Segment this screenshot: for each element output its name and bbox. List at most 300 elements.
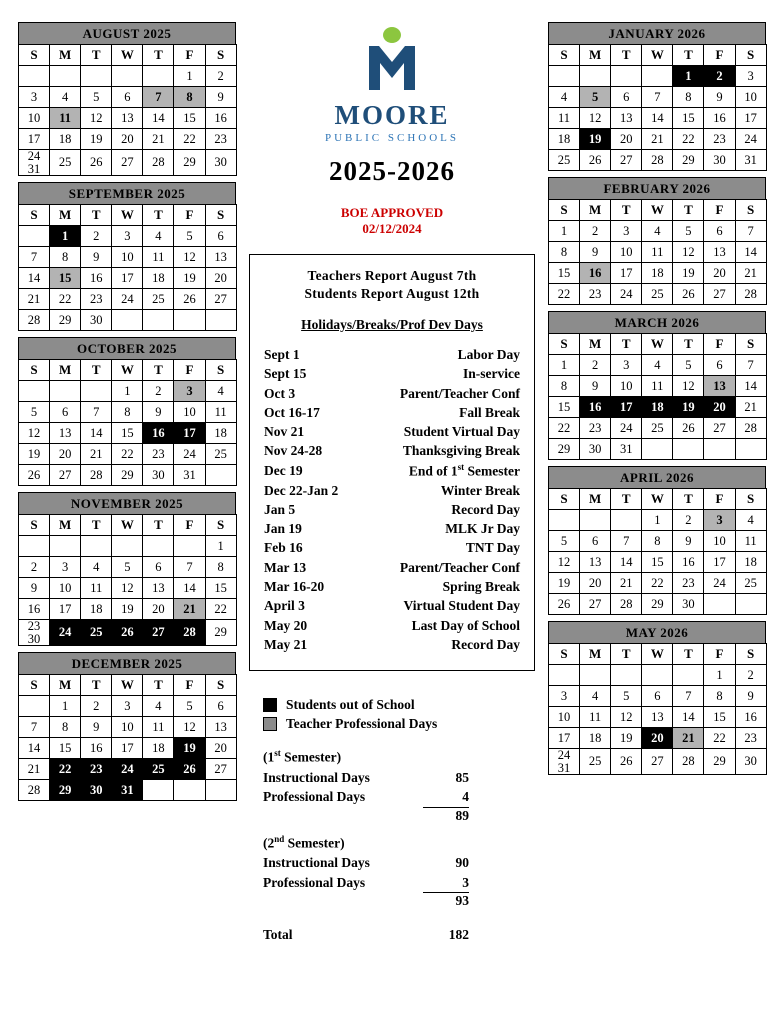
day-cell: 13 xyxy=(50,423,81,444)
empty-day-cell xyxy=(549,510,580,531)
day-cell: 22 xyxy=(174,129,205,150)
day-cell: 16 xyxy=(81,738,112,759)
day-cell: 1 xyxy=(549,355,580,376)
week-row xyxy=(19,310,237,331)
day-cell: 22 xyxy=(50,759,81,780)
empty-day-cell xyxy=(611,510,642,531)
empty-day-cell xyxy=(205,465,236,486)
holidays-heading: Holidays/Breaks/Prof Dev Days xyxy=(301,316,483,332)
empty-day-cell xyxy=(549,665,580,686)
weekday-header: S xyxy=(549,200,580,221)
day-cell: 23 xyxy=(580,418,611,439)
day-cell: 3 xyxy=(611,355,642,376)
day-cell: 27 xyxy=(704,418,735,439)
day-cell: 28 xyxy=(642,150,673,171)
month-title: APRIL 2026 xyxy=(548,466,766,488)
week-row xyxy=(19,557,237,578)
day-cell: 24 xyxy=(50,620,81,646)
day-cell: 10 xyxy=(704,531,735,552)
weekday-header: W xyxy=(112,675,143,696)
weekday-header: F xyxy=(704,644,735,665)
day-cell: 10 xyxy=(19,108,50,129)
day-cell: 14 xyxy=(19,738,50,759)
day-cell: 6 xyxy=(205,696,236,717)
day-cell: 13 xyxy=(580,552,611,573)
day-cell: 2 xyxy=(19,557,50,578)
day-cell: 8 xyxy=(704,686,735,707)
day-cell: 26 xyxy=(174,759,205,780)
students-report-line: Students Report August 12th xyxy=(304,285,480,301)
legend-label: Teacher Professional Days xyxy=(286,716,438,732)
day-cell: 5 xyxy=(673,355,704,376)
day-cell: 1 xyxy=(50,696,81,717)
weekday-header: M xyxy=(50,515,81,536)
month-title: AUGUST 2025 xyxy=(18,22,236,44)
day-cell: 1 xyxy=(704,665,735,686)
brand-name: MOORE xyxy=(334,100,450,130)
weekday-header: T xyxy=(673,45,704,66)
day-cell: 12 xyxy=(673,376,704,397)
day-cell: 21 xyxy=(174,599,205,620)
holiday-name: In-service xyxy=(463,366,520,382)
empty-day-cell xyxy=(580,66,611,87)
day-cell: 6 xyxy=(205,226,236,247)
empty-day-cell xyxy=(205,310,236,331)
month-block xyxy=(18,492,236,646)
day-cell: 24 31 xyxy=(549,749,580,775)
holiday-date: May 20 xyxy=(264,617,308,633)
month-block xyxy=(548,621,766,775)
semester2-professional-row xyxy=(263,873,535,894)
day-cell: 9 xyxy=(205,87,236,108)
week-row xyxy=(19,465,237,486)
day-cell: 25 xyxy=(642,284,673,305)
day-cell: 13 xyxy=(112,108,143,129)
day-cell: 22 xyxy=(549,418,580,439)
day-cell: 17 xyxy=(611,263,642,284)
day-cell: 27 xyxy=(112,150,143,176)
weekday-header: F xyxy=(704,200,735,221)
day-cell: 21 xyxy=(642,129,673,150)
legend-row xyxy=(263,697,535,713)
weekday-header: T xyxy=(673,489,704,510)
day-cell: 2 xyxy=(673,510,704,531)
empty-day-cell xyxy=(611,665,642,686)
grand-total-value: 182 xyxy=(448,927,469,943)
empty-day-cell xyxy=(112,310,143,331)
empty-day-cell xyxy=(611,66,642,87)
semester1-professional-row xyxy=(263,787,535,808)
day-cell: 20 xyxy=(642,728,673,749)
day-cell: 18 xyxy=(549,129,580,150)
holiday-name: Labor Day xyxy=(457,346,520,362)
day-cell: 1 xyxy=(112,381,143,402)
holiday-date: Nov 24-28 xyxy=(264,443,323,459)
weekday-header: F xyxy=(174,360,205,381)
day-cell: 15 xyxy=(112,423,143,444)
day-cell: 14 xyxy=(642,108,673,129)
day-cell: 21 xyxy=(19,759,50,780)
day-cell: 4 xyxy=(81,557,112,578)
day-cell: 12 xyxy=(673,242,704,263)
empty-day-cell xyxy=(642,66,673,87)
day-cell: 19 xyxy=(112,599,143,620)
day-cell: 24 xyxy=(611,284,642,305)
month-title: OCTOBER 2025 xyxy=(18,337,236,359)
weekday-header: S xyxy=(205,205,236,226)
empty-day-cell xyxy=(143,780,174,801)
day-cell: 8 xyxy=(549,242,580,263)
weekday-header: T xyxy=(673,334,704,355)
day-cell: 22 xyxy=(704,728,735,749)
day-cell: 15 xyxy=(50,738,81,759)
empty-day-cell xyxy=(19,696,50,717)
month-block xyxy=(548,22,766,171)
day-cell: 28 xyxy=(611,594,642,615)
day-cell: 12 xyxy=(580,108,611,129)
day-cell: 10 xyxy=(112,247,143,268)
week-row xyxy=(549,510,767,531)
day-cell: 16 xyxy=(704,108,735,129)
semester2-heading: (2nd Semester) xyxy=(263,833,345,851)
empty-day-cell xyxy=(19,226,50,247)
weekday-header: F xyxy=(704,45,735,66)
day-cell: 4 xyxy=(549,87,580,108)
day-cell: 17 xyxy=(19,129,50,150)
day-cell: 25 xyxy=(143,759,174,780)
boe-approved-date: 02/12/2024 xyxy=(362,221,422,237)
day-cell: 24 xyxy=(611,418,642,439)
week-row xyxy=(549,242,767,263)
day-cell: 28 xyxy=(19,310,50,331)
month-grid xyxy=(18,204,237,331)
day-cell: 22 xyxy=(642,573,673,594)
day-cell: 12 xyxy=(549,552,580,573)
teachers-report-line: Teachers Report August 7th xyxy=(307,267,477,283)
weekday-header: M xyxy=(580,200,611,221)
legend-swatch-icon xyxy=(263,698,277,712)
day-cell: 16 xyxy=(143,423,174,444)
day-cell: 10 xyxy=(611,242,642,263)
day-cell: 5 xyxy=(580,87,611,108)
totals-spacer xyxy=(263,824,535,834)
day-cell: 24 31 xyxy=(19,150,50,176)
weekday-header: T xyxy=(611,45,642,66)
day-cell: 19 xyxy=(81,129,112,150)
day-cell: 22 xyxy=(549,284,580,305)
day-cell: 18 xyxy=(642,397,673,418)
semester2-instructional-value: 90 xyxy=(455,855,469,871)
holiday-name: Fall Break xyxy=(459,404,520,420)
semester2-total-label xyxy=(263,893,423,909)
week-row xyxy=(19,247,237,268)
month-title: NOVEMBER 2025 xyxy=(18,492,236,514)
day-cell: 28 xyxy=(19,780,50,801)
weekday-header: S xyxy=(735,489,766,510)
day-cell: 3 xyxy=(704,510,735,531)
day-cell: 17 xyxy=(611,397,642,418)
day-cell: 14 xyxy=(143,108,174,129)
week-row xyxy=(19,759,237,780)
weekday-header: M xyxy=(580,489,611,510)
day-cell: 16 xyxy=(81,268,112,289)
week-row xyxy=(549,87,767,108)
day-cell: 30 xyxy=(580,439,611,460)
day-cell: 11 xyxy=(642,242,673,263)
week-row xyxy=(19,226,237,247)
month-grid xyxy=(548,333,767,460)
semester1-heading: (1st Semester) xyxy=(263,748,342,765)
day-cell: 4 xyxy=(143,696,174,717)
day-cell: 23 xyxy=(704,129,735,150)
week-row xyxy=(19,87,237,108)
holiday-row xyxy=(264,519,520,538)
day-cell: 5 xyxy=(174,226,205,247)
holiday-row xyxy=(264,403,520,422)
day-cell: 19 xyxy=(673,397,704,418)
holiday-date: Oct 16-17 xyxy=(264,404,320,420)
semester2-professional-label: Professional Days xyxy=(263,874,366,890)
weekday-header: S xyxy=(205,45,236,66)
day-cell: 4 xyxy=(143,226,174,247)
day-cell: 6 xyxy=(143,557,174,578)
weekday-header: T xyxy=(143,360,174,381)
weekday-header: T xyxy=(611,489,642,510)
day-cell: 10 xyxy=(50,578,81,599)
empty-day-cell xyxy=(642,439,673,460)
weekday-header: W xyxy=(642,45,673,66)
empty-day-cell xyxy=(174,780,205,801)
empty-day-cell xyxy=(704,439,735,460)
empty-day-cell xyxy=(143,66,174,87)
holiday-row xyxy=(264,596,520,615)
day-cell: 4 xyxy=(642,221,673,242)
week-row xyxy=(19,381,237,402)
day-cell: 8 xyxy=(642,531,673,552)
day-cell: 28 xyxy=(174,620,205,646)
weekday-header: S xyxy=(19,675,50,696)
week-row xyxy=(549,108,767,129)
day-cell: 19 xyxy=(580,129,611,150)
month-title: SEPTEMBER 2025 xyxy=(18,182,236,204)
weekday-header: T xyxy=(143,675,174,696)
semester2-instructional-row xyxy=(263,853,535,873)
holiday-row xyxy=(264,577,520,596)
weekday-header: T xyxy=(143,515,174,536)
empty-day-cell xyxy=(50,536,81,557)
day-cell: 6 xyxy=(704,221,735,242)
weekday-header: S xyxy=(735,334,766,355)
day-cell: 23 xyxy=(580,284,611,305)
day-cell: 30 xyxy=(205,150,236,176)
boe-approval xyxy=(249,205,535,238)
day-cell: 13 xyxy=(704,376,735,397)
weekday-header: T xyxy=(81,360,112,381)
weekday-header: T xyxy=(143,205,174,226)
week-row xyxy=(549,594,767,615)
day-cell: 6 xyxy=(580,531,611,552)
day-cell: 11 xyxy=(735,531,766,552)
week-row xyxy=(19,738,237,759)
weekday-header: M xyxy=(580,644,611,665)
day-cell: 16 xyxy=(205,108,236,129)
month-title: JANUARY 2026 xyxy=(548,22,766,44)
weekday-header: S xyxy=(735,200,766,221)
day-cell: 21 xyxy=(735,397,766,418)
day-cell: 16 xyxy=(580,263,611,284)
empty-day-cell xyxy=(143,536,174,557)
day-cell: 25 xyxy=(580,749,611,775)
month-block xyxy=(548,311,766,460)
day-cell: 7 xyxy=(642,87,673,108)
day-cell: 5 xyxy=(19,402,50,423)
month-title: MARCH 2026 xyxy=(548,311,766,333)
holiday-date: Mar 16-20 xyxy=(264,579,325,594)
day-cell: 10 xyxy=(735,87,766,108)
day-cell: 28 xyxy=(143,150,174,176)
day-cell: 22 xyxy=(50,289,81,310)
day-cell: 7 xyxy=(19,247,50,268)
holiday-name: Virtual Student Day xyxy=(403,598,520,614)
day-cell: 24 xyxy=(735,129,766,150)
holiday-name: Parent/Teacher Conf xyxy=(399,385,520,401)
holiday-row xyxy=(264,481,520,500)
day-cell: 10 xyxy=(174,402,205,423)
holiday-date: Feb 16 xyxy=(264,540,303,556)
day-cell: 23 xyxy=(143,444,174,465)
day-cell: 7 xyxy=(19,717,50,738)
semester2-total-value: 93 xyxy=(455,893,469,909)
week-row xyxy=(549,355,767,376)
weekday-header: S xyxy=(19,360,50,381)
day-cell: 29 xyxy=(50,310,81,331)
day-cell: 6 xyxy=(50,402,81,423)
day-cell: 21 xyxy=(673,728,704,749)
holiday-row xyxy=(264,538,520,557)
day-cell: 30 xyxy=(704,150,735,171)
month-title: DECEMBER 2025 xyxy=(18,652,236,674)
day-cell: 17 xyxy=(704,552,735,573)
weekday-header: T xyxy=(143,45,174,66)
day-cell: 23 30 xyxy=(19,620,50,646)
week-row xyxy=(19,402,237,423)
empty-day-cell xyxy=(19,536,50,557)
weekday-header: S xyxy=(19,205,50,226)
weekday-header: F xyxy=(174,45,205,66)
day-cell: 11 xyxy=(50,108,81,129)
day-cell: 13 xyxy=(143,578,174,599)
week-row xyxy=(549,129,767,150)
day-cell: 28 xyxy=(735,418,766,439)
semester1-professional-label: Professional Days xyxy=(263,789,366,805)
holiday-list xyxy=(264,345,520,654)
holiday-name: Winter Break xyxy=(440,482,520,498)
day-cell: 2 xyxy=(580,355,611,376)
holiday-date: Mar 13 xyxy=(264,559,307,575)
month-title: MAY 2026 xyxy=(548,621,766,643)
day-totals xyxy=(249,748,535,943)
day-cell: 14 xyxy=(735,376,766,397)
empty-day-cell xyxy=(642,665,673,686)
day-cell: 13 xyxy=(205,717,236,738)
day-cell: 8 xyxy=(673,87,704,108)
day-cell: 4 xyxy=(735,510,766,531)
month-grid xyxy=(548,44,767,171)
weekday-header: T xyxy=(81,205,112,226)
week-row xyxy=(549,749,767,775)
day-cell: 9 xyxy=(81,717,112,738)
weekday-header: M xyxy=(50,205,81,226)
day-cell: 15 xyxy=(642,552,673,573)
week-row xyxy=(549,418,767,439)
day-cell: 14 xyxy=(81,423,112,444)
day-cell: 21 xyxy=(81,444,112,465)
moore-logo-icon xyxy=(349,26,435,98)
day-cell: 3 xyxy=(549,686,580,707)
legend xyxy=(249,697,535,732)
month-title: FEBRUARY 2026 xyxy=(548,177,766,199)
weekday-header: S xyxy=(735,45,766,66)
day-cell: 7 xyxy=(673,686,704,707)
day-cell: 8 xyxy=(50,717,81,738)
holiday-name: End of 1st Semester xyxy=(408,461,520,479)
day-cell: 29 xyxy=(205,620,236,646)
day-cell: 16 xyxy=(673,552,704,573)
week-row xyxy=(19,696,237,717)
semester1-instructional-value: 85 xyxy=(455,769,469,785)
holiday-name: Last Day of School xyxy=(411,617,520,633)
day-cell: 19 xyxy=(174,268,205,289)
weekday-header: W xyxy=(642,644,673,665)
holiday-name: TNT Day xyxy=(465,540,520,556)
day-cell: 26 xyxy=(19,465,50,486)
weekday-header: S xyxy=(205,515,236,536)
week-row xyxy=(19,599,237,620)
empty-day-cell xyxy=(143,310,174,331)
day-cell: 29 xyxy=(174,150,205,176)
day-cell: 23 xyxy=(673,573,704,594)
day-cell: 31 xyxy=(735,150,766,171)
day-cell: 2 xyxy=(205,66,236,87)
day-cell: 9 xyxy=(673,531,704,552)
key-dates-box xyxy=(249,254,535,672)
holiday-row xyxy=(264,441,520,460)
day-cell: 13 xyxy=(611,108,642,129)
empty-day-cell xyxy=(174,536,205,557)
semester1-total-label xyxy=(263,808,423,824)
day-cell: 2 xyxy=(580,221,611,242)
month-grid xyxy=(18,44,237,176)
day-cell: 1 xyxy=(642,510,673,531)
weekday-header: W xyxy=(642,489,673,510)
day-cell: 3 xyxy=(611,221,642,242)
holiday-row xyxy=(264,422,520,441)
semester1-total-row xyxy=(263,808,535,824)
day-cell: 26 xyxy=(81,150,112,176)
day-cell: 3 xyxy=(112,696,143,717)
day-cell: 27 xyxy=(642,749,673,775)
legend-label: Students out of School xyxy=(286,697,415,713)
day-cell: 1 xyxy=(174,66,205,87)
grand-total-label: Total xyxy=(263,927,293,943)
holiday-name: Record Day xyxy=(451,501,520,517)
week-row xyxy=(19,717,237,738)
day-cell: 15 xyxy=(549,397,580,418)
day-cell: 5 xyxy=(81,87,112,108)
week-row xyxy=(19,129,237,150)
week-row xyxy=(549,284,767,305)
holiday-date: Dec 19 xyxy=(264,462,303,478)
